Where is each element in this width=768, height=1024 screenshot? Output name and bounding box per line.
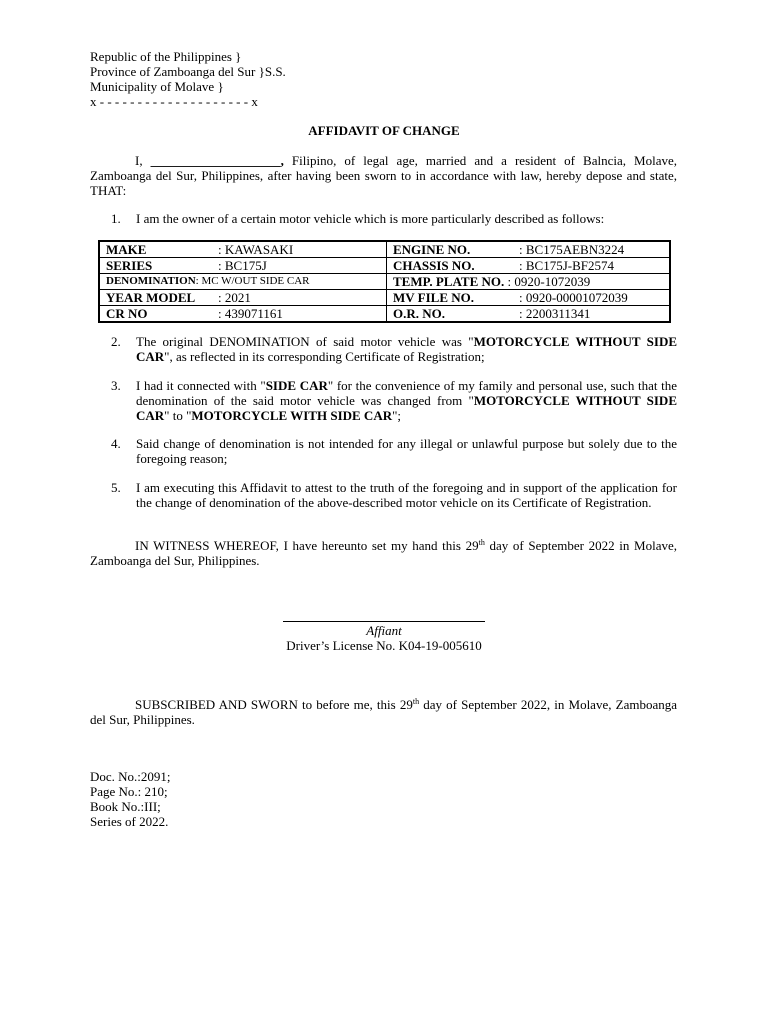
engine-value: : BC175AEBN3224 <box>519 242 625 257</box>
venue-block <box>90 49 286 109</box>
table-row <box>99 306 670 323</box>
item-text <box>136 378 677 423</box>
intro-paragraph <box>90 153 677 198</box>
venue-republic: Republic of the Philippines } <box>90 49 242 64</box>
series-cell <box>99 258 387 274</box>
denomination-label: DENOMINATION <box>106 275 196 287</box>
witness-text: day of September 2022 in Molave, Zamboanga del Sur, Philippines. <box>90 538 678 568</box>
item-number: 2. <box>111 334 121 349</box>
witness-paragraph <box>90 538 677 568</box>
table-row <box>99 290 670 306</box>
plate-cell <box>387 274 671 290</box>
year-cell <box>99 290 387 306</box>
mvfile-label: MV FILE NO. <box>393 290 475 305</box>
item-text-part: ", as reflected in its corresponding Certificate of Registration; <box>164 349 485 364</box>
subscribed-text: day of September 2022, in Molave, Zamboanga del Sur, Philippines. <box>90 697 677 727</box>
affiant-name-blank: ____________________, <box>150 153 284 168</box>
item-text-part: " to " <box>164 408 192 423</box>
plate-label: TEMP. PLATE NO. <box>393 274 505 289</box>
item-text-part: I had it connected with " <box>136 378 266 393</box>
old-denomination: MOTORCYCLE WITHOUT SIDE CAR <box>136 393 677 423</box>
venue-separator: x - - - - - - - - - - - - - - - - - - - - x <box>90 94 258 109</box>
or-value: : 2200311341 <box>519 306 591 321</box>
original-denomination: MOTORCYCLE WITHOUT SIDE CAR <box>136 334 677 364</box>
ordinal-suffix: th <box>478 538 485 547</box>
notarial-register <box>90 769 171 829</box>
make-value: : KAWASAKI <box>218 242 294 257</box>
side-car-term: SIDE CAR <box>265 378 328 393</box>
chassis-label: CHASSIS NO. <box>393 258 475 273</box>
document-title: AFFIDAVIT OF CHANGE <box>308 123 460 138</box>
series-label: SERIES <box>106 258 153 273</box>
item-number: 1. <box>111 211 121 226</box>
item-text: I am executing this Affidavit to attest to the truth of the foregoing and in support of the application for the change of denomination of the above-described motor vehicle on its Certificate of Registration. <box>136 480 677 510</box>
denomination-cell <box>99 274 387 290</box>
signature-line <box>283 621 485 622</box>
intro-text: Filipino, of legal age, married and a resident of Balncia, Molave, Zamboanga del Sur, Philippines, after having been sworn to in accordance with law, hereby depose and state, THAT: <box>90 153 677 198</box>
engine-label: ENGINE NO. <box>393 242 471 257</box>
table-row <box>99 274 670 290</box>
subscribed-text: SUBSCRIBED AND SWORN to before me, this 29 <box>135 697 413 712</box>
item-text: Said change of denomination is not intended for any illegal or unlawful purpose but solely due to the foregoing reason; <box>136 436 677 466</box>
series-year: Series of 2022. <box>90 814 169 829</box>
mvfile-value: : 0920-00001072039 <box>519 290 628 305</box>
item-text <box>136 334 677 364</box>
chassis-cell <box>387 258 671 274</box>
denomination-value: : MC W/OUT SIDE CAR <box>195 275 310 287</box>
venue-municipality: Municipality of Molave } <box>90 79 224 94</box>
venue-province: Province of Zamboanga del Sur }S.S. <box>90 64 286 79</box>
make-cell <box>99 241 387 258</box>
cr-value: : 439071161 <box>218 306 283 321</box>
make-label: MAKE <box>106 242 147 257</box>
item-text-part: The original DENOMINATION of said motor vehicle was " <box>136 334 474 349</box>
engine-cell <box>387 241 671 258</box>
book-number: Book No.:III; <box>90 799 161 814</box>
doc-number: Doc. No.:2091; <box>90 769 171 784</box>
cr-cell <box>99 306 387 323</box>
affiant-label: Affiant <box>366 623 402 638</box>
vehicle-details-table <box>98 240 671 323</box>
ordinal-suffix: th <box>412 697 420 706</box>
or-cell <box>387 306 671 323</box>
mvfile-cell <box>387 290 671 306</box>
cr-label: CR NO <box>106 306 148 321</box>
item-text-part: "; <box>392 408 402 423</box>
new-denomination: MOTORCYCLE WITH SIDE CAR <box>191 408 393 423</box>
item-text: I am the owner of a certain motor vehicle which is more particularly described as follows: <box>136 211 605 226</box>
table-row <box>99 241 670 258</box>
table-row <box>99 258 670 274</box>
year-value: : 2021 <box>218 290 251 305</box>
item-number: 3. <box>111 378 121 393</box>
page-number: Page No.: 210; <box>90 784 168 799</box>
item-text-part: " for the convenience of my family and personal use, such that the denomination of the said motor vehicle was changed from " <box>136 378 677 408</box>
drivers-license: Driver’s License No. K04-19-005610 <box>286 638 482 653</box>
subscribed-paragraph <box>90 697 677 727</box>
intro-prefix: I, <box>135 153 151 168</box>
year-label: YEAR MODEL <box>106 290 196 305</box>
plate-value: : 0920-1072039 <box>507 274 591 289</box>
item-number: 5. <box>111 480 121 495</box>
witness-text: IN WITNESS WHEREOF, I have hereunto set my hand this 29 <box>135 538 479 553</box>
item-number: 4. <box>111 436 121 451</box>
chassis-value: : BC175J-BF2574 <box>519 258 614 273</box>
series-value: : BC175J <box>218 258 267 273</box>
or-label: O.R. NO. <box>393 306 445 321</box>
